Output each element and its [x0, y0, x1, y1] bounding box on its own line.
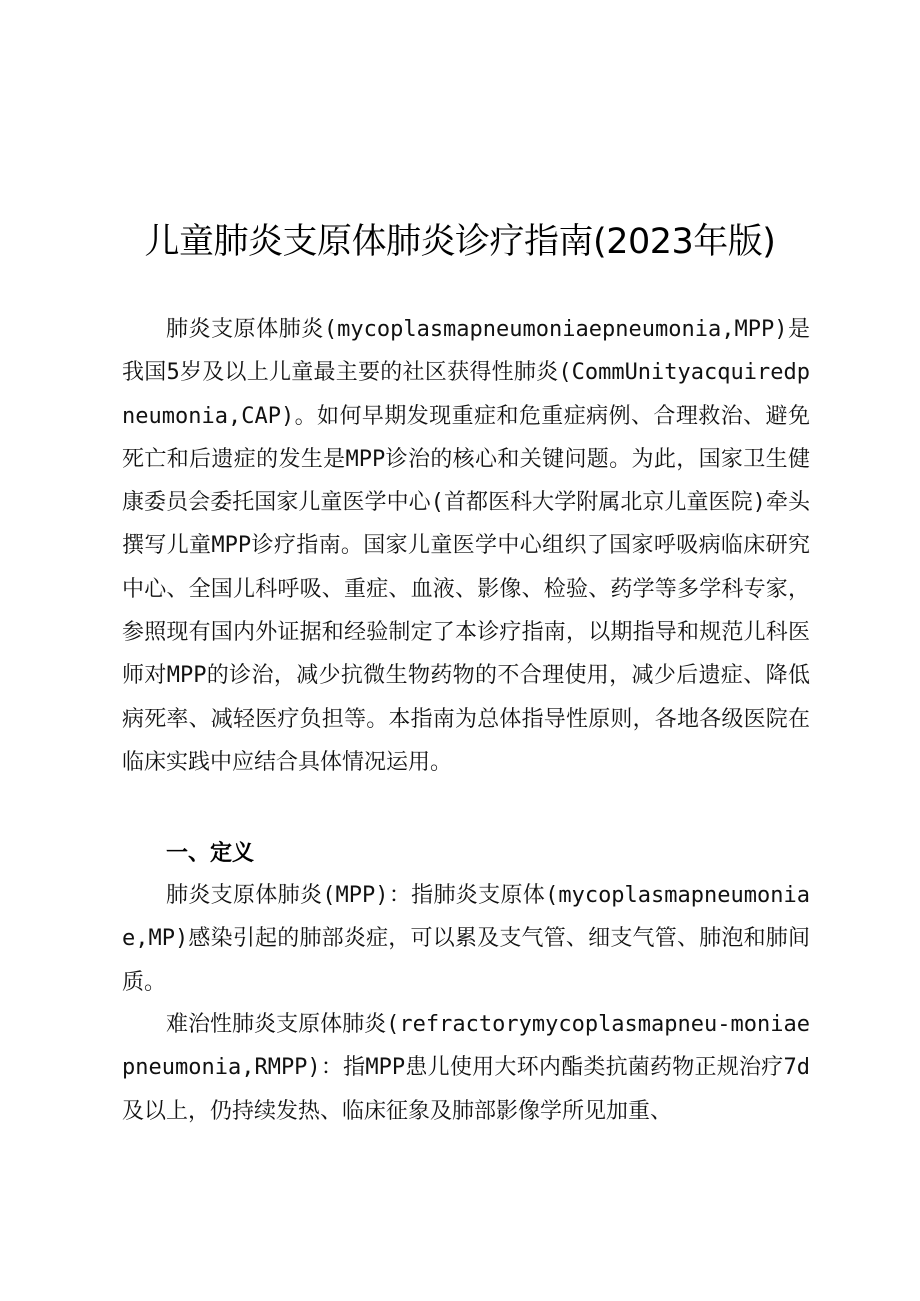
section-heading-definition: 一、定义 — [166, 841, 255, 866]
definition-mpp-paragraph: 肺炎支原体肺炎(MPP)：指肺炎支原体(mycoplasmapneumoniae,MP)感染引起的肺部炎症，可以累及支气管、细支气管、肺泡和肺间质。 — [122, 883, 810, 995]
document-title: 儿童肺炎支原体肺炎诊疗指南(2023年版) — [144, 222, 776, 262]
definition-rmpp-paragraph: 难治性肺炎支原体肺炎(refractorymycoplasmapneu-moniaepneumonia,RMPP)：指MPP患儿使用大环内酯类抗菌药物正规治疗7d及以上，仍持续发热、临床征象及肺部影像学所见加重、 — [122, 1012, 810, 1124]
intro-paragraph: 肺炎支原体肺炎(mycoplasmapneumoniaepneumonia,MPP)是我国5岁及以上儿童最主要的社区获得性肺炎(CommUnityacquiredpneumonia,CAP)。如何早期发现重症和危重症病例、合理救治、避免死亡和后遗症的发生是MPP诊治的核心和关键问题。为此，国家卫生健康委员会委托国家儿童医学中心(首都医科大学附属北京儿童医院)牵头撰写儿童MPP诊疗指南。国家儿童医学中心组织了国家呼吸病临床研究中心、全国儿科呼吸、重症、血液、影像、检验、药学等多学科专家，参照现有国内外证据和经验制定了本诊疗指南，以期指导和规范儿科医师对MPP的诊治，减少抗微生物药物的不合理使用，减少后遗症、降低病死率、减轻医疗负担等。本指南为总体指导性原则，各地各级医院在临床实践中应结合具体情况运用。 — [122, 317, 810, 775]
